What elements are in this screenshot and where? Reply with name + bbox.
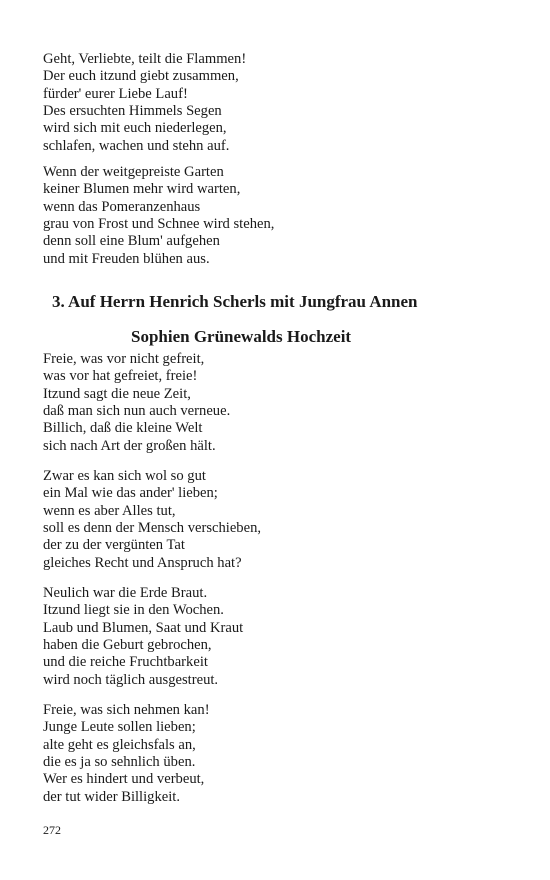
- verse-line: der tut wider Billigkeit.: [43, 788, 180, 805]
- verse-line: keiner Blumen mehr wird warten,: [43, 181, 241, 198]
- verse-line: Neulich war die Erde Braut.: [43, 585, 208, 601]
- verse-line: grau von Frost und Schnee wird stehen,: [43, 216, 275, 233]
- stanza-1: [43, 351, 523, 455]
- verse-line: und die reiche Fruchtbarkeit: [43, 654, 208, 671]
- verse-line: Wenn der weitgepreiste Garten: [43, 164, 224, 180]
- poem-title-line-2: Sophien Grünewalds Hochzeit: [131, 327, 352, 346]
- verse-line: denn soll eine Blum' aufgehen: [43, 233, 220, 250]
- verse-line: wenn das Pomeranzenhaus: [43, 198, 201, 215]
- verse-line: was vor hat gefreiet, freie!: [43, 368, 198, 385]
- verse-line: sich nach Art der großen hält.: [43, 437, 216, 454]
- verse-line: ein Mal wie das ander' lieben;: [43, 485, 218, 502]
- verse-line: der zu der vergünten Tat: [43, 537, 185, 554]
- verse-line: wird noch täglich ausgestreut.: [43, 671, 219, 688]
- verse-line: Itzund sagt die neue Zeit,: [43, 385, 191, 402]
- stanza-before-2: [43, 164, 523, 268]
- verse-line: Freie, was vor nicht gefreit,: [43, 351, 205, 367]
- verse-line: gleiches Recht und Anspruch hat?: [43, 554, 242, 571]
- verse-line: Laub und Blumen, Saat und Kraut: [43, 619, 244, 636]
- verse-line: Freie, was sich nehmen kan!: [43, 702, 210, 718]
- verse-line: haben die Geburt gebrochen,: [43, 637, 212, 654]
- verse-line: und mit Freuden blühen aus.: [43, 250, 210, 267]
- verse-line: Des ersuchten Himmels Segen: [43, 103, 222, 120]
- verse-line: wird sich mit euch niederlegen,: [43, 120, 227, 137]
- stanza-3: [43, 585, 523, 689]
- poem-title-line-1: 3. Auf Herrn Henrich Scherls mit Jungfrau Annen: [52, 292, 418, 311]
- verse-line: die es ja so sehnlich üben.: [43, 754, 196, 771]
- verse-line: alte geht es gleichsfals an,: [43, 736, 196, 753]
- page-number: 272: [43, 823, 61, 837]
- stanza-2: [43, 468, 523, 572]
- verse-line: Wer es hindert und verbeut,: [43, 771, 205, 788]
- verse-line: daß man sich nun auch verneue.: [43, 403, 231, 420]
- stanza-4: [43, 702, 523, 806]
- verse-line: Der euch itzund giebt zusammen,: [43, 68, 239, 85]
- verse-line: wenn es aber Alles tut,: [43, 502, 176, 519]
- stanza-before-1: [43, 51, 523, 155]
- verse-line: fürder' eurer Liebe Lauf!: [43, 85, 188, 102]
- verse-line: Zwar es kan sich wol so gut: [43, 468, 206, 484]
- verse-line: Billich, daß die kleine Welt: [43, 420, 203, 437]
- verse-line: Itzund liegt sie in den Wochen.: [43, 602, 224, 619]
- verse-line: schlafen, wachen und stehn auf.: [43, 137, 230, 154]
- verse-line: Geht, Verliebte, teilt die Flammen!: [43, 51, 247, 67]
- verse-line: Junge Leute sollen lieben;: [43, 719, 196, 736]
- verse-line: soll es denn der Mensch verschieben,: [43, 520, 262, 537]
